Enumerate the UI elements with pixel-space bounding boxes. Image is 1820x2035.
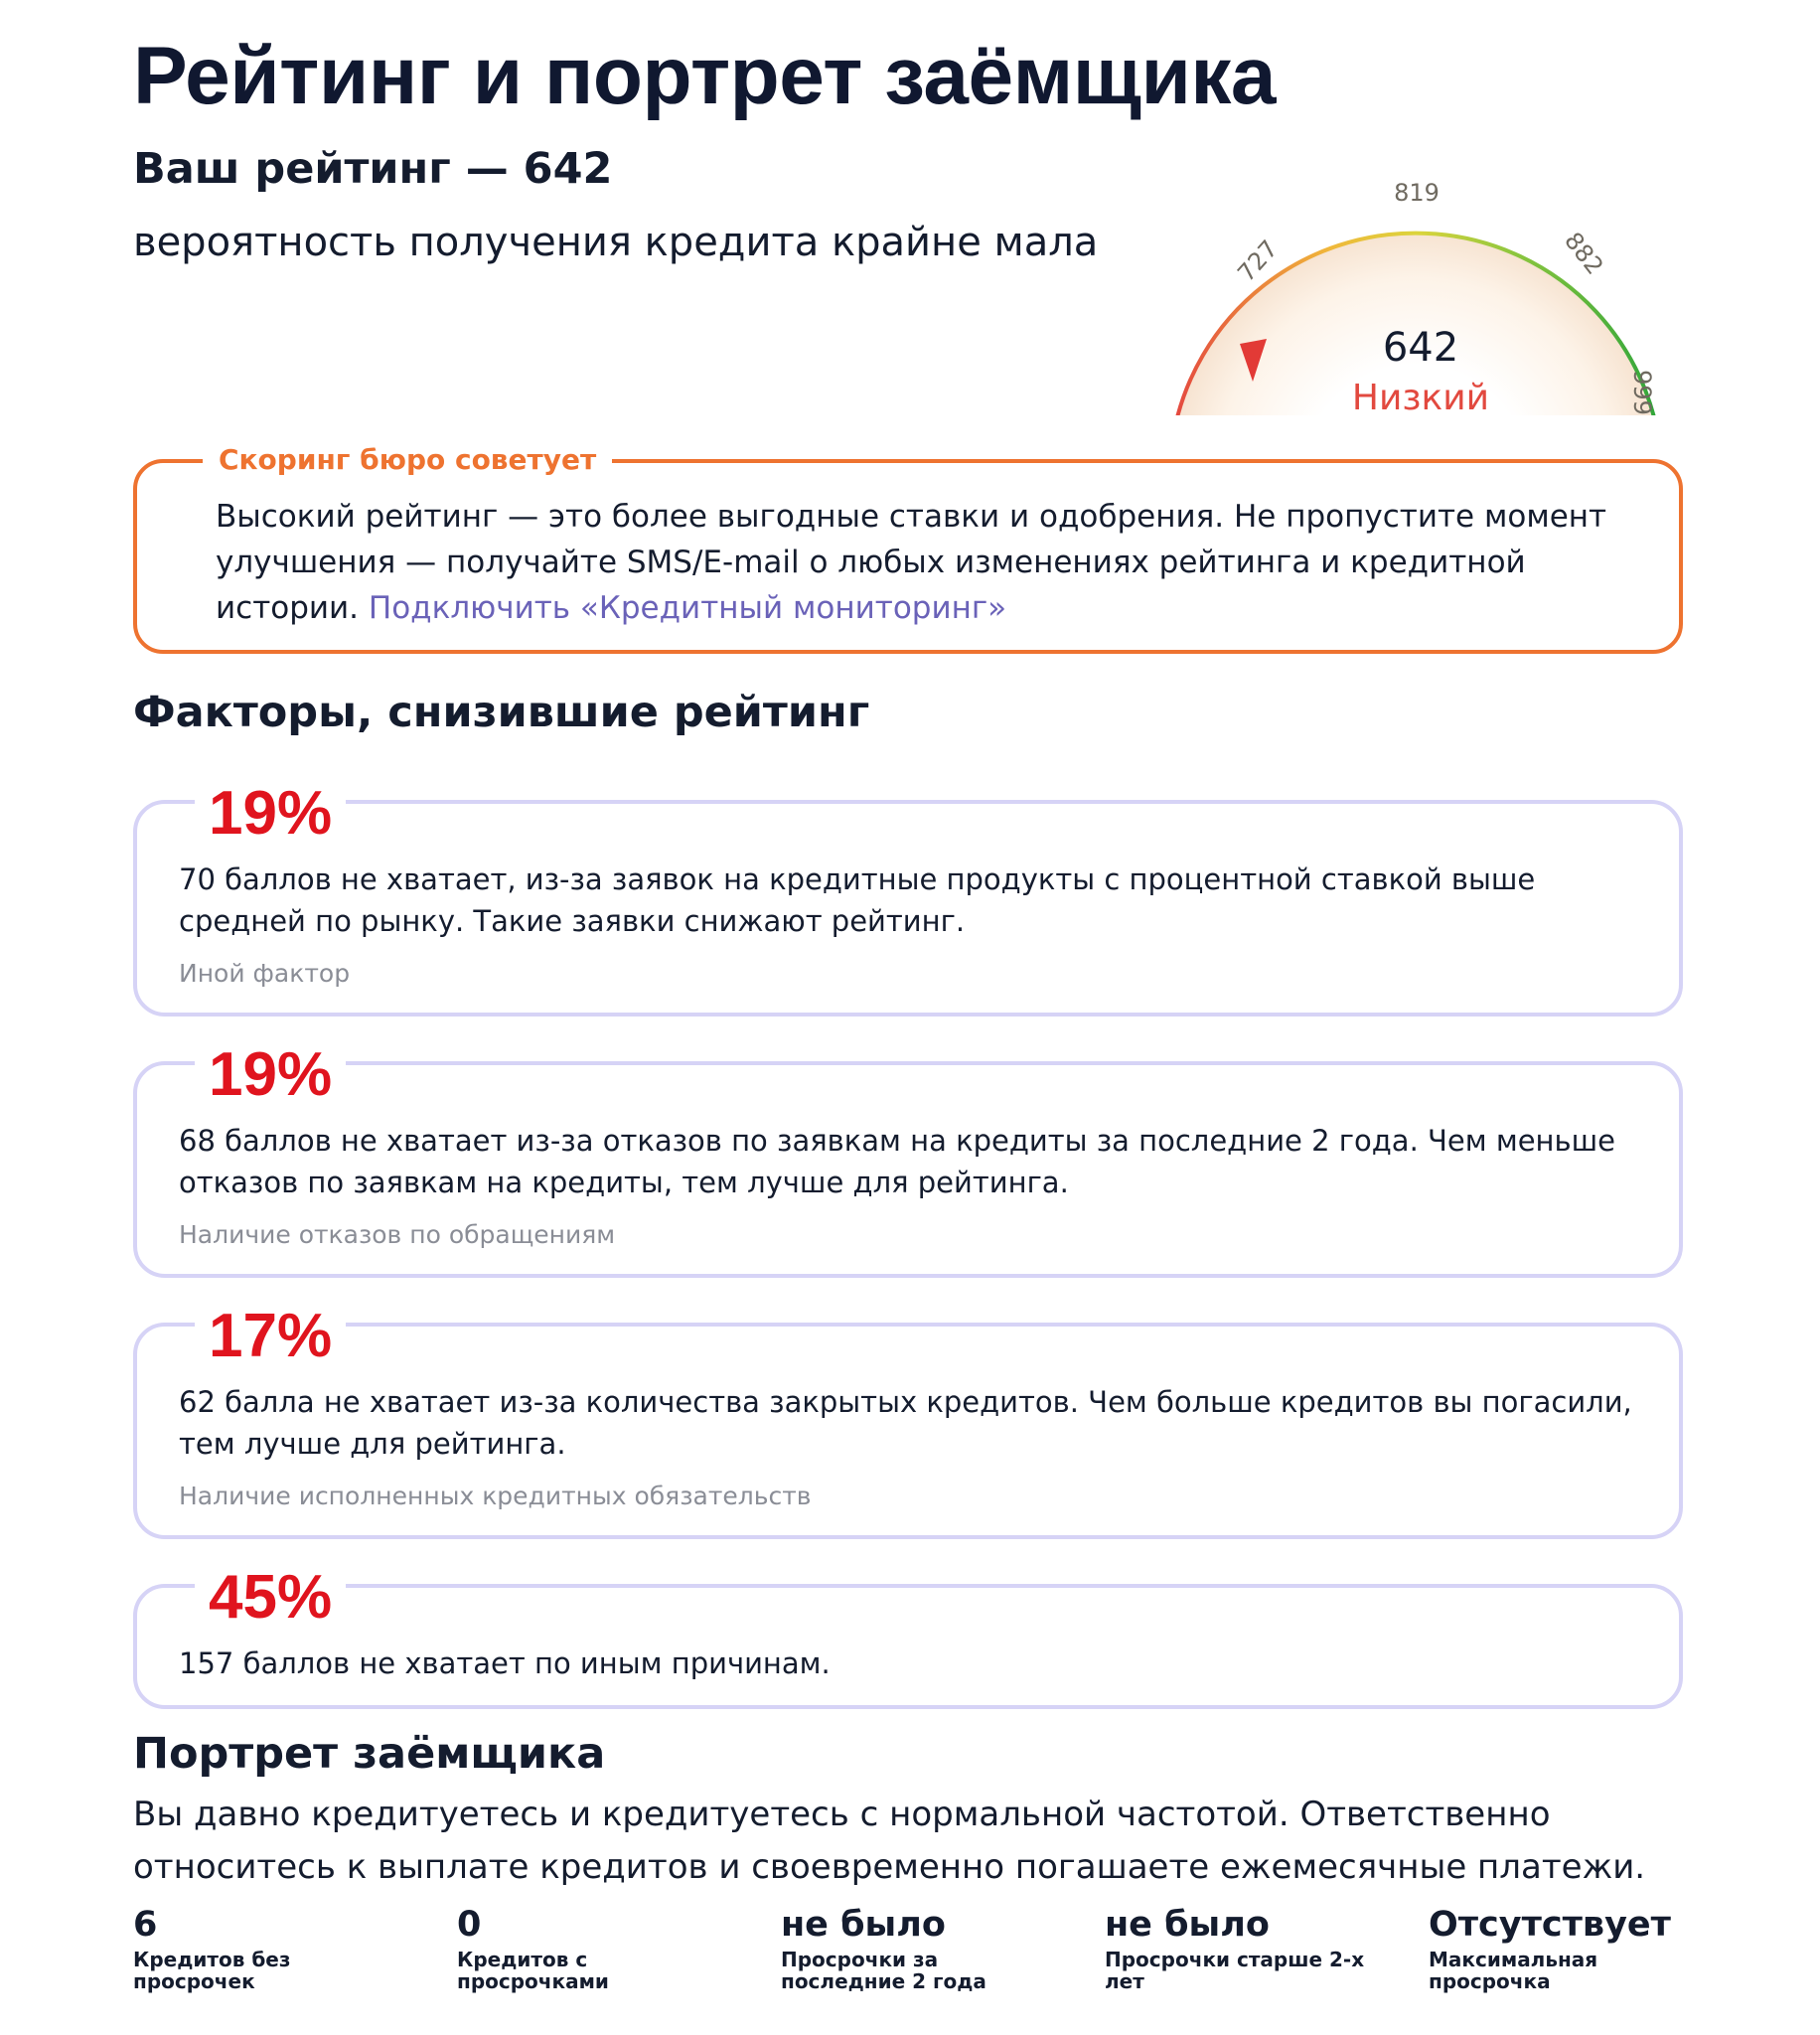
gauge-tick-999: 999 [1628,370,1656,415]
factor-category: Наличие отказов по обращениям [179,1220,616,1249]
factor-text: 157 баллов не хватает по иным причинам. [179,1646,831,1680]
stat-value: Отсутствует [1429,1905,1671,1945]
stat-overdue-older-2-years [1105,1903,1383,1992]
factor-percent: 17% [195,1302,346,1371]
factor-percent: 19% [195,779,346,849]
advice-title: Скоринг бюро советует [203,443,612,476]
stat-label: Просрочки старше 2-х лет [1105,1948,1365,1993]
rating-gauge [1152,149,1679,417]
stat-value: 6 [133,1905,158,1945]
stat-value: не было [781,1905,946,1945]
factor-text: 68 баллов не хватает из-за отказов по заявкам на кредиты за последние 2 года. Чем меньше отказов по заявкам на кредиты, тем лучше для рейтинга. [179,1124,1615,1199]
rating-heading: Ваш рейтинг — 642 [133,144,613,194]
factor-category: Наличие исполненных кредитных обязательств [179,1482,812,1510]
gauge-tick-727: 727 [1232,235,1284,288]
stat-label: Максимальная просрочка [1429,1948,1598,1993]
factor-percent: 19% [195,1040,346,1110]
portrait-text: Вы давно кредитуетесь и кредитуетесь с нормальной частотой. Ответственно относитесь к выплате кредитов и своевременно погашаете ежемесячные платежи. [133,1795,1646,1887]
stat-label: Кредитов без просрочек [133,1948,291,1993]
stat-max-overdue [1429,1903,1707,1992]
rating-subtitle: вероятность получения кредита крайне мала [133,220,1099,265]
advice-text [216,494,1626,631]
advice-body: Высокий рейтинг — это более выгодные ставки и одобрения. Не пропустите момент улучшения — получайте SMS/E-mail о любых изменениях рейтинга и кредитной истории. [216,499,1607,626]
stat-value: 0 [457,1905,482,1945]
factor-category: Иной фактор [179,959,351,988]
factor-text: 70 баллов не хватает, из-за заявок на кредитные продукты с процентной ставкой выше средней по рынку. Такие заявки снижают рейтинг. [179,862,1536,938]
factor-text: 62 балла не хватает из-за количества закрытых кредитов. Чем больше кредитов вы погасили, тем лучше для рейтинга. [179,1385,1632,1461]
stat-credits-no-overdue [133,1903,411,1992]
gauge-value: 642 [1382,325,1459,371]
gauge-tick-882: 882 [1559,227,1609,280]
factors-heading: Факторы, снизившие рейтинг [133,688,870,737]
gauge-level: Низкий [1351,378,1490,417]
stat-value: не было [1105,1905,1270,1945]
stat-label: Просрочки за последние 2 года [781,1948,986,1993]
portrait-heading: Портрет заёмщика [133,1729,606,1779]
stat-label: Кредитов с просрочками [457,1948,609,1993]
page-title: Рейтинг и портрет заёмщика [133,31,1277,121]
gauge-tick-819: 819 [1394,179,1440,207]
stat-credits-overdue [457,1903,735,1992]
factor-percent: 45% [195,1563,346,1633]
credit-monitoring-link[interactable]: Подключить «Кредитный мониторинг» [368,590,1007,626]
stat-overdue-last-2-years [781,1903,1059,1992]
